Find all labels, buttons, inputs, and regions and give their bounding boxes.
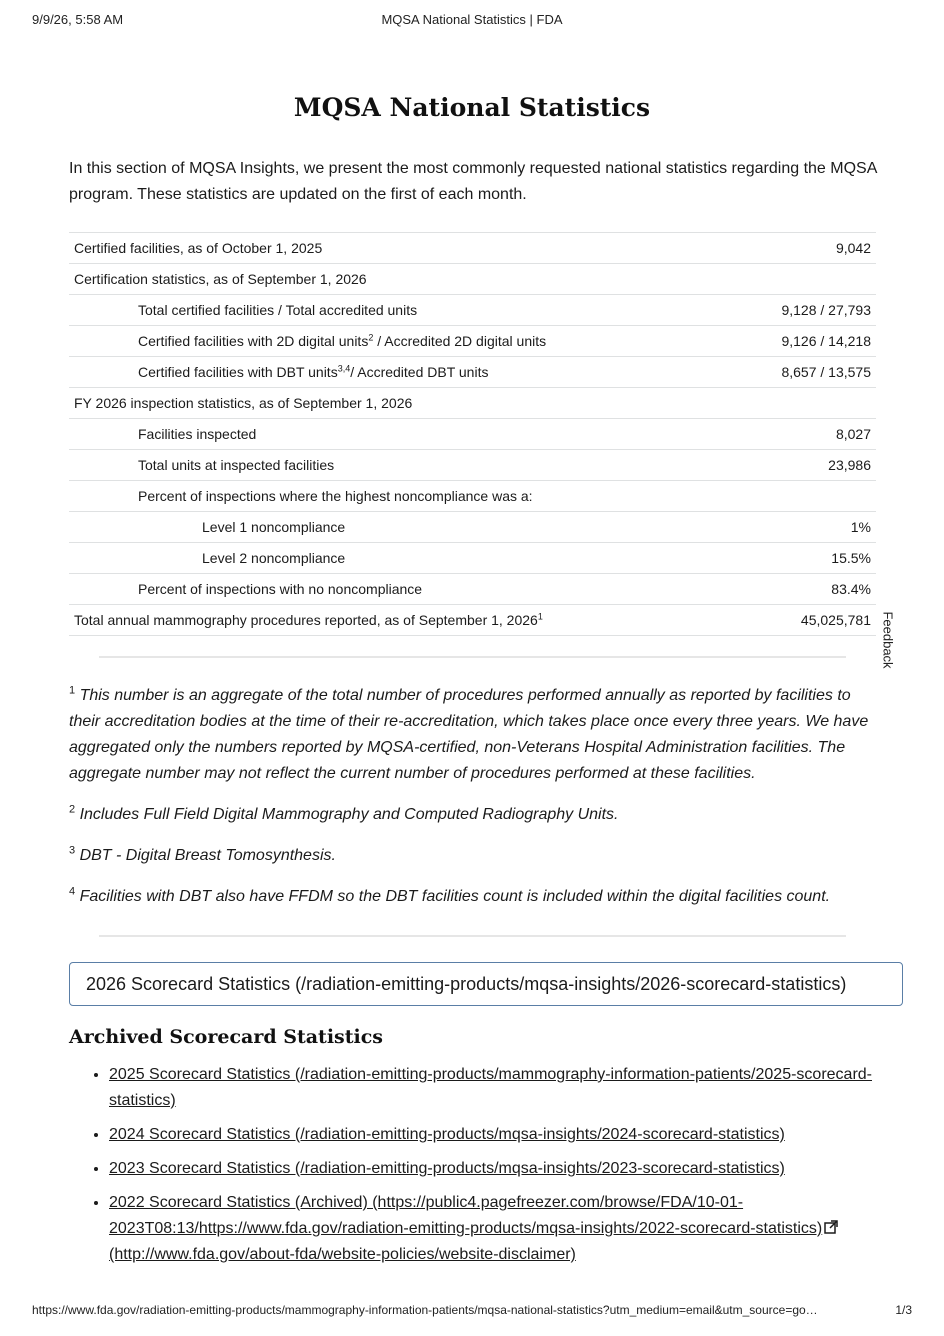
row-label: Facilities inspected	[138, 426, 257, 442]
list-item	[109, 1122, 879, 1148]
print-datetime: 9/9/26, 5:58 AM	[32, 12, 124, 27]
footnote-ref: 2	[368, 332, 374, 343]
archived-heading: Archived Scorecard Statistics	[69, 1026, 383, 1048]
footnote-ref: 1	[537, 611, 543, 622]
footnote	[69, 843, 879, 869]
row-value: 9,128 / 27,793	[781, 302, 871, 318]
footnote-number: 1	[69, 684, 76, 697]
table-row	[69, 450, 876, 481]
table-row	[69, 512, 876, 543]
row-label	[69, 326, 738, 357]
row-label-text: Certified facilities with 2D digital units	[138, 333, 369, 349]
row-value: 9,126 / 14,218	[781, 333, 871, 349]
row-value: 23,986	[828, 457, 871, 473]
footnote-text: This number is an aggregate of the total number of procedures performed annually as reported by facilities to their accreditation bodies at the time of their re-accreditation, which takes place once every three years. We have aggregated only the numbers reported by MQSA-certified, non-Veterans Hospital Administration facilities. The aggregate number may not reflect the current number of procedures performed at these facilities.	[69, 687, 869, 782]
page-title: MQSA National Statistics	[293, 93, 651, 122]
row-value: 1%	[850, 519, 871, 535]
footnote	[69, 802, 879, 828]
footnote-text: Includes Full Field Digital Mammography and Computed Radiography Units.	[75, 806, 619, 823]
table-row	[69, 481, 876, 512]
row-label-text: Total annual mammography procedures reported, as of September 1, 2026	[74, 612, 538, 628]
section-label: Certification statistics, as of September 1, 2026	[74, 271, 367, 287]
website-disclaimer-link[interactable]: (http://www.fda.gov/about-fda/website-policies/website-disclaimer)	[109, 1246, 576, 1263]
footnote-ref: 3,4	[337, 363, 351, 374]
row-label	[69, 357, 738, 388]
row-value: 45,025,781	[800, 612, 871, 628]
row-value	[738, 481, 876, 512]
row-label: Level 2 noncompliance	[202, 550, 346, 566]
print-footer	[32, 1303, 912, 1319]
table-row	[69, 264, 876, 295]
row-label-text: Certified facilities with DBT units	[138, 364, 338, 380]
row-label-text: / Accredited DBT units	[350, 364, 489, 380]
table-row	[69, 233, 876, 264]
table-row	[69, 543, 876, 574]
print-page-title: MQSA National Statistics | FDA	[381, 12, 563, 27]
print-url: https://www.fda.gov/radiation-emitting-products/mammography-information-patients/mqsa-national-statistics?utm_medium=email&utm_source=go…	[32, 1303, 818, 1317]
list-item	[109, 1062, 879, 1114]
table-row	[69, 388, 876, 419]
archived-link-2025[interactable]: 2025 Scorecard Statistics (/radiation-emitting-products/mammography-information-patients/2025-scorecard-statistics)	[109, 1066, 872, 1109]
row-value: 83.4%	[831, 581, 871, 597]
footnote	[69, 884, 879, 910]
table-row	[69, 357, 876, 388]
list-item	[109, 1190, 879, 1268]
national-statistics-table	[69, 232, 876, 636]
feedback-tab[interactable]	[879, 608, 897, 672]
divider	[99, 656, 846, 658]
row-label: Certified facilities, as of October 1, 2025	[74, 240, 323, 256]
row-label: Total units at inspected facilities	[138, 457, 335, 473]
row-label: Percent of inspections with no noncompliance	[138, 581, 423, 597]
row-value: 8,657 / 13,575	[781, 364, 871, 380]
footnote-number: 4	[69, 885, 76, 898]
row-label: Total certified facilities / Total accredited units	[138, 302, 418, 318]
list-item	[109, 1156, 879, 1182]
footnote-text: DBT - Digital Breast Tomosynthesis.	[75, 847, 336, 864]
print-header	[32, 12, 912, 30]
page-number: 1/3	[895, 1303, 912, 1317]
footnote-number: 3	[69, 844, 76, 857]
footnotes	[69, 683, 879, 925]
archived-link-2022[interactable]: 2022 Scorecard Statistics (Archived) (https://public4.pagefreezer.com/browse/FDA/10-01-2023T08:13/https://www.fda.gov/radiation-emitting-products/mqsa-insights/2022-scorecard-statistics)	[109, 1194, 823, 1237]
row-value: 8,027	[835, 426, 871, 442]
archived-link-2024[interactable]: 2024 Scorecard Statistics (/radiation-emitting-products/mqsa-insights/2024-scorecard-statistics)	[109, 1126, 785, 1143]
table-row	[69, 574, 876, 605]
section-label: FY 2026 inspection statistics, as of September 1, 2026	[74, 395, 413, 411]
footnote	[69, 683, 879, 787]
scorecard-2026-link[interactable]: 2026 Scorecard Statistics (/radiation-emitting-products/mqsa-insights/2026-scorecard-statistics)	[69, 962, 903, 1006]
divider	[99, 935, 846, 937]
row-label	[69, 605, 738, 636]
row-value	[738, 388, 876, 419]
table-row	[69, 326, 876, 357]
feedback-label: Feedback	[880, 611, 896, 669]
table-row	[69, 605, 876, 636]
row-value: 9,042	[835, 240, 871, 256]
table-row	[69, 419, 876, 450]
intro-paragraph: In this section of MQSA Insights, we present the most commonly requested national statistics regarding the MQSA program. These statistics are updated on the first of each month.	[69, 160, 877, 203]
table-row	[69, 295, 876, 326]
row-label-text: / Accredited 2D digital units	[373, 333, 547, 349]
row-value	[738, 264, 876, 295]
archived-link-2023[interactable]: 2023 Scorecard Statistics (/radiation-emitting-products/mqsa-insights/2023-scorecard-statistics)	[109, 1160, 785, 1177]
row-value: 15.5%	[831, 550, 871, 566]
footnote-number: 2	[69, 803, 76, 816]
archived-list	[69, 1062, 879, 1276]
footnote-text: Facilities with DBT also have FFDM so the DBT facilities count is included within the digital facilities count.	[75, 888, 831, 905]
external-link-icon[interactable]	[824, 1220, 838, 1234]
row-label: Level 1 noncompliance	[202, 519, 346, 535]
row-label: Percent of inspections where the highest noncompliance was a:	[138, 488, 533, 504]
